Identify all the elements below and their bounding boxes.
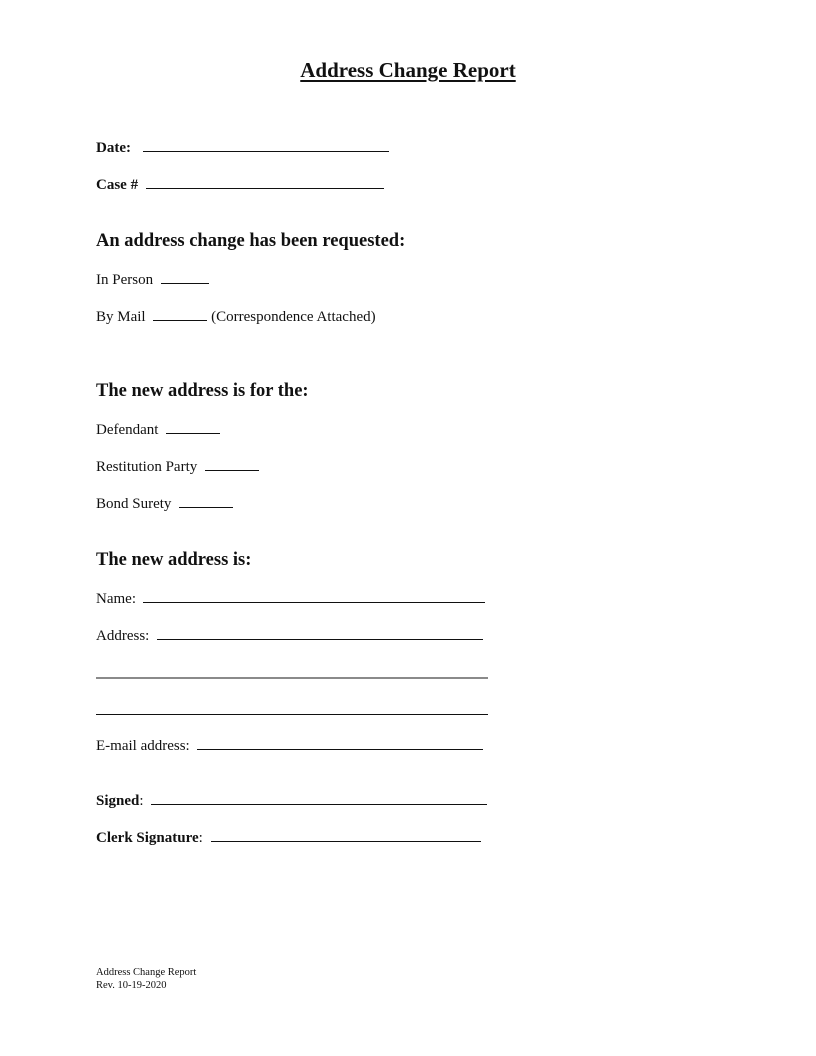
name-label: Name:	[96, 591, 136, 607]
bond-surety-label: Bond Surety	[96, 496, 172, 512]
restitution-party-label: Restitution Party	[96, 459, 198, 475]
address-heading: The new address is:	[96, 550, 252, 570]
email-input[interactable]	[197, 736, 483, 750]
footer-form-name: Address Change Report	[96, 967, 197, 978]
document-title: Address Change Report	[300, 58, 516, 82]
bond-surety-input[interactable]	[179, 494, 233, 508]
footer	[96, 966, 196, 992]
by-mail-label: By Mail	[96, 309, 146, 325]
defendant-input[interactable]	[166, 420, 220, 434]
name-field	[96, 589, 485, 608]
restitution-party-input[interactable]	[205, 457, 259, 471]
date-label: Date:	[96, 140, 131, 156]
in-person-option	[96, 270, 209, 289]
address-line-3[interactable]	[96, 714, 488, 715]
signed-label: Signed	[96, 793, 140, 809]
email-field	[96, 736, 483, 755]
case-number-input[interactable]	[146, 175, 384, 189]
address-field	[96, 626, 483, 645]
clerk-signature-colon: :	[198, 830, 203, 846]
date-field	[96, 138, 389, 157]
defendant-label: Defendant	[96, 422, 159, 438]
address-input[interactable]	[157, 626, 483, 640]
date-input[interactable]	[143, 138, 389, 152]
by-mail-input[interactable]	[153, 307, 207, 321]
email-label: E-mail address:	[96, 738, 190, 754]
footer-revision: Rev. 10-19-2020	[96, 980, 167, 991]
in-person-input[interactable]	[161, 270, 209, 284]
in-person-label: In Person	[96, 272, 154, 288]
clerk-signature-field	[96, 828, 481, 847]
signed-colon: :	[139, 793, 144, 809]
name-input[interactable]	[143, 589, 485, 603]
bond-surety-option	[96, 494, 233, 513]
defendant-option	[96, 420, 220, 439]
clerk-signature-input[interactable]	[211, 828, 481, 842]
address-label: Address:	[96, 628, 150, 644]
case-number-label: Case #	[96, 177, 139, 193]
address-line-2[interactable]	[96, 677, 488, 679]
clerk-signature-label: Clerk Signature	[96, 830, 199, 846]
by-mail-option	[96, 307, 376, 326]
signed-input[interactable]	[151, 791, 487, 805]
by-mail-note: (Correspondence Attached)	[211, 309, 376, 325]
party-heading: The new address is for the:	[96, 381, 309, 401]
signed-field	[96, 791, 487, 810]
request-heading: An address change has been requested:	[96, 231, 406, 251]
case-number-field	[96, 175, 384, 194]
restitution-party-option	[96, 457, 259, 476]
